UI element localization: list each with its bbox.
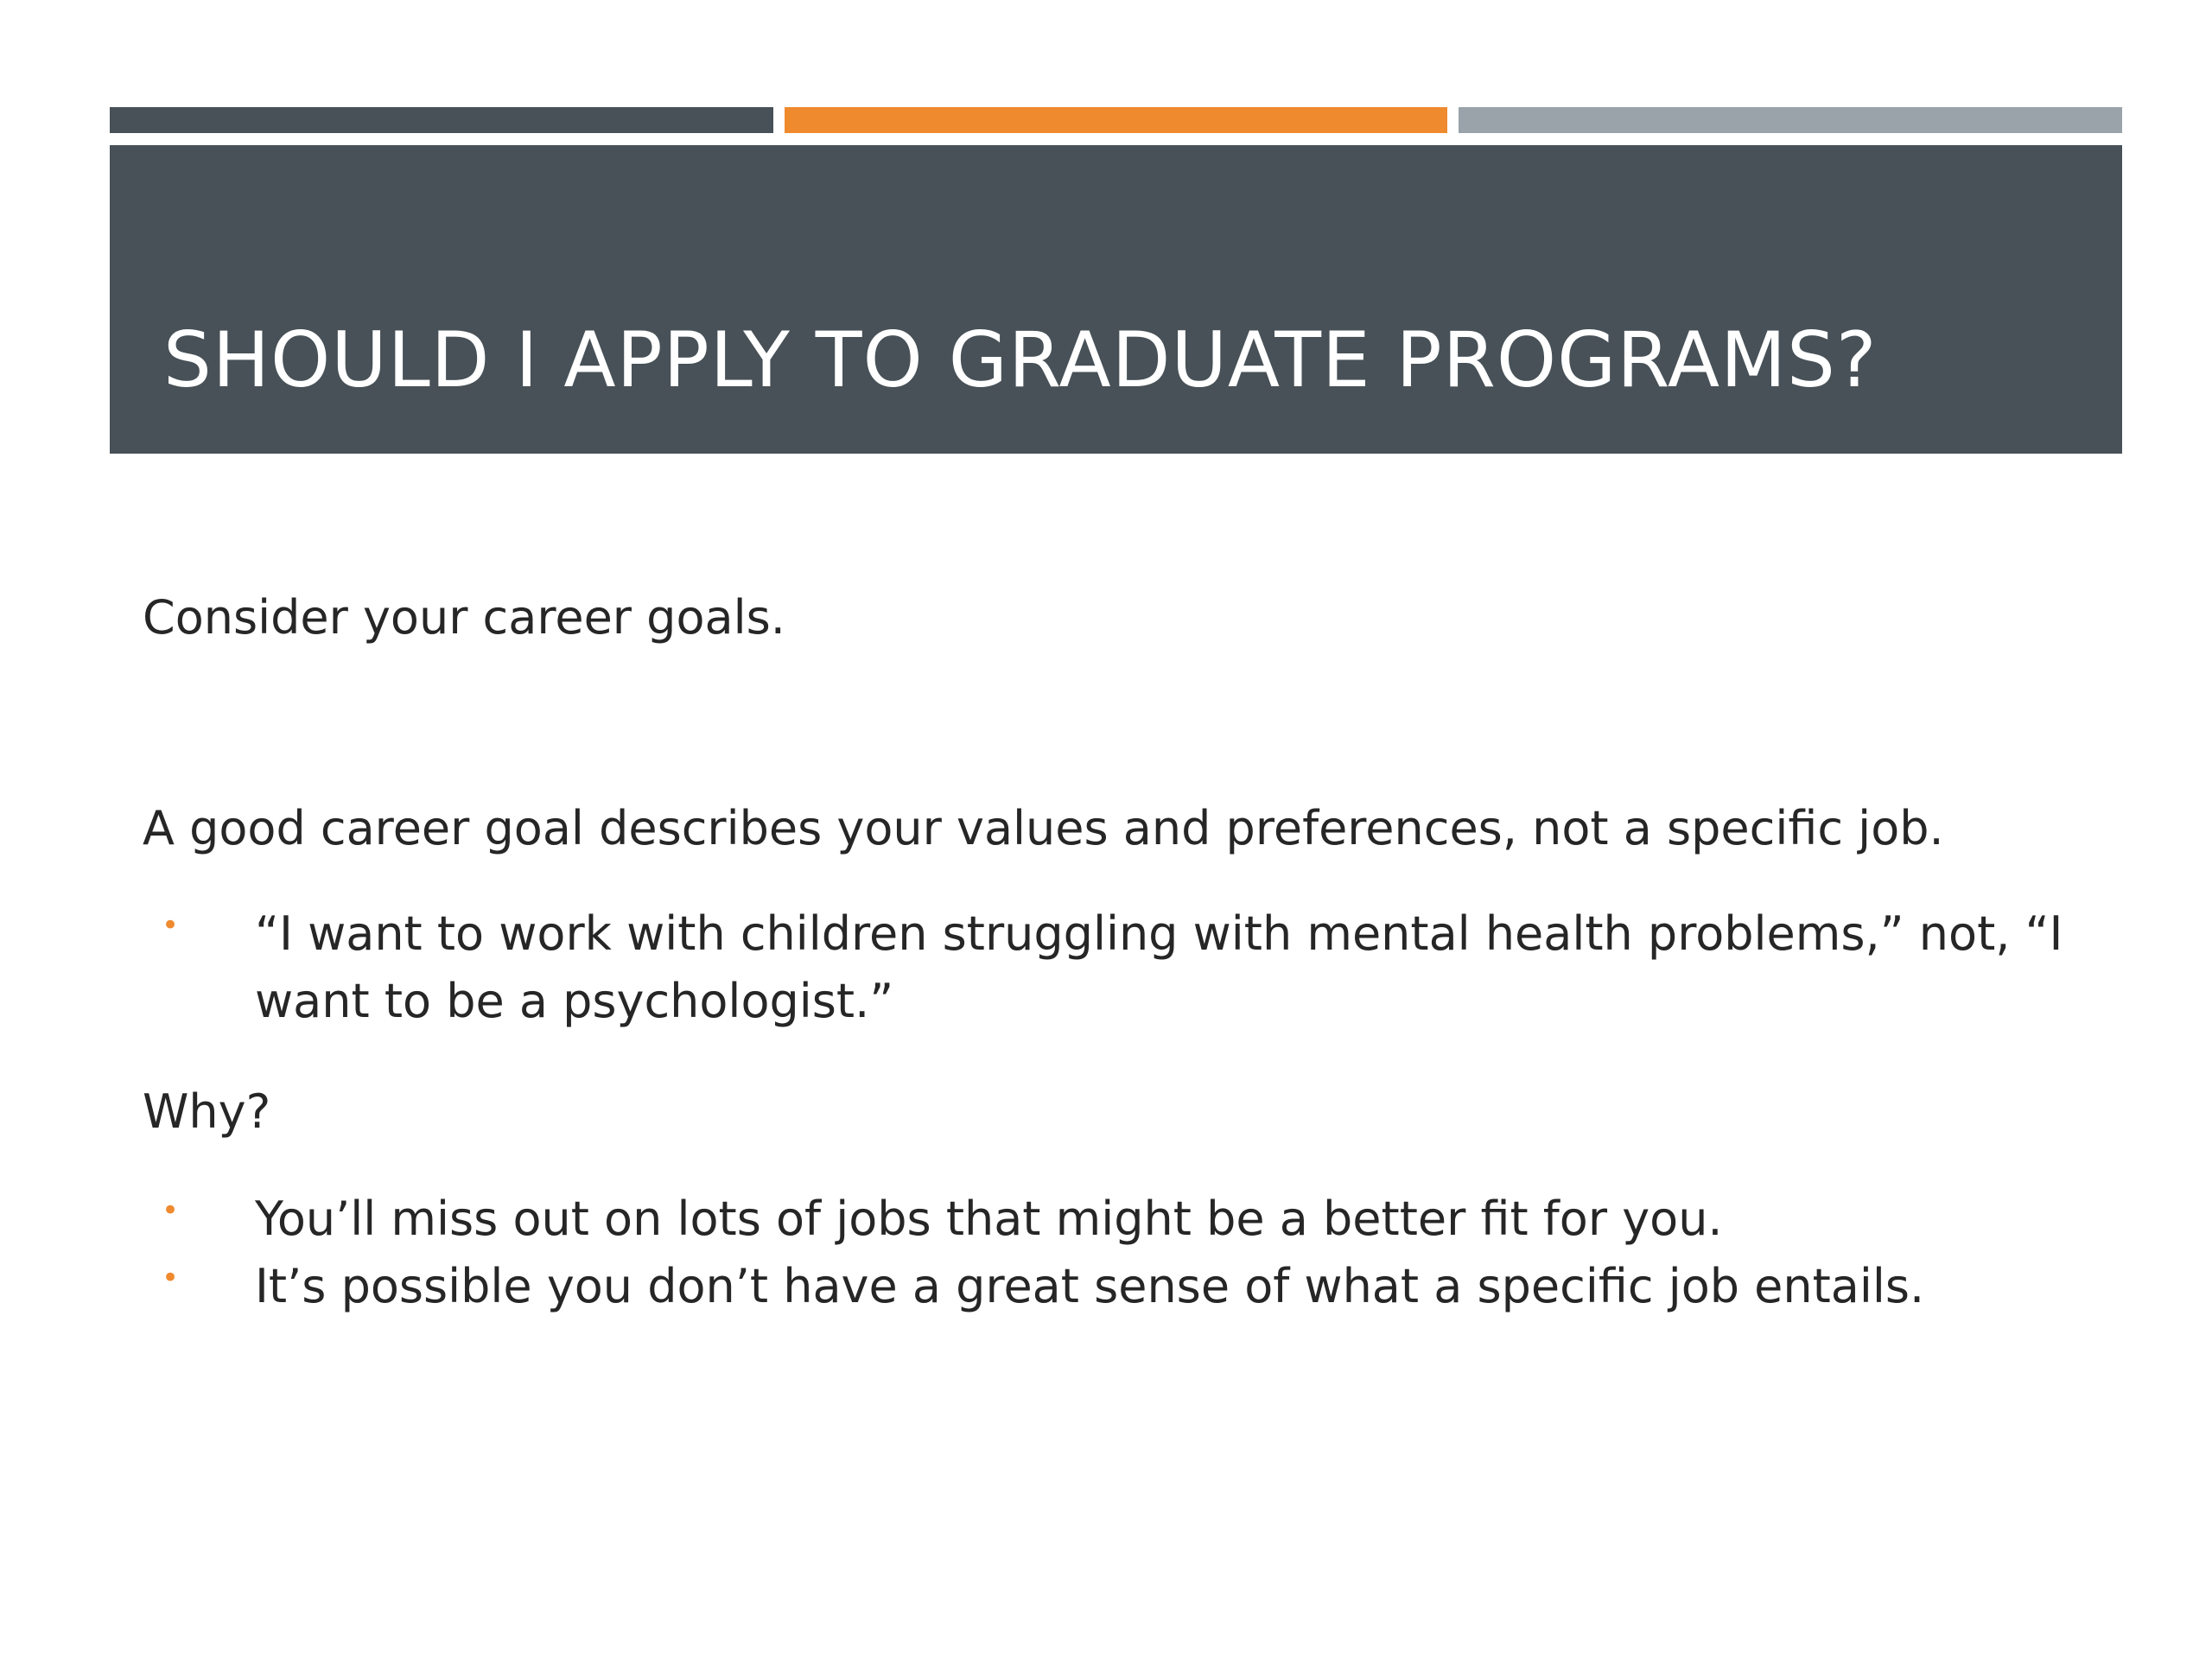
bullet-text: You’ll miss out on lots of jobs that might be a better fit for you.	[255, 1192, 1723, 1246]
accent-bar-gray	[1459, 107, 2122, 133]
list-item	[143, 900, 2087, 1035]
list-item	[143, 1253, 2087, 1320]
bullet-icon: •	[162, 908, 180, 943]
bullet-text: It’s possible you don’t have a great sense of what a specific job entails.	[255, 1259, 1925, 1313]
paragraph-good-career-goal: A good career goal describes your values and preferences, not a specific job.	[143, 801, 1944, 855]
paragraph-career-goals: Consider your career goals.	[143, 590, 785, 645]
accent-bar-orange	[785, 107, 1447, 133]
accent-bar-dark	[110, 107, 773, 133]
bullet-icon: •	[162, 1261, 180, 1295]
title-band	[110, 145, 2122, 454]
list-item	[143, 1185, 2087, 1253]
bullet-text: “I want to work with children struggling with mental health problems,” not, “I want to be a psychologist.”	[255, 906, 2063, 1028]
slide-title: SHOULD I APPLY TO GRADUATE PROGRAMS?	[163, 315, 1878, 404]
bullet-list-examples	[143, 900, 2087, 1035]
paragraph-why: Why?	[143, 1084, 271, 1139]
bullet-list-reasons	[143, 1185, 2087, 1320]
bullet-icon: •	[162, 1193, 180, 1228]
